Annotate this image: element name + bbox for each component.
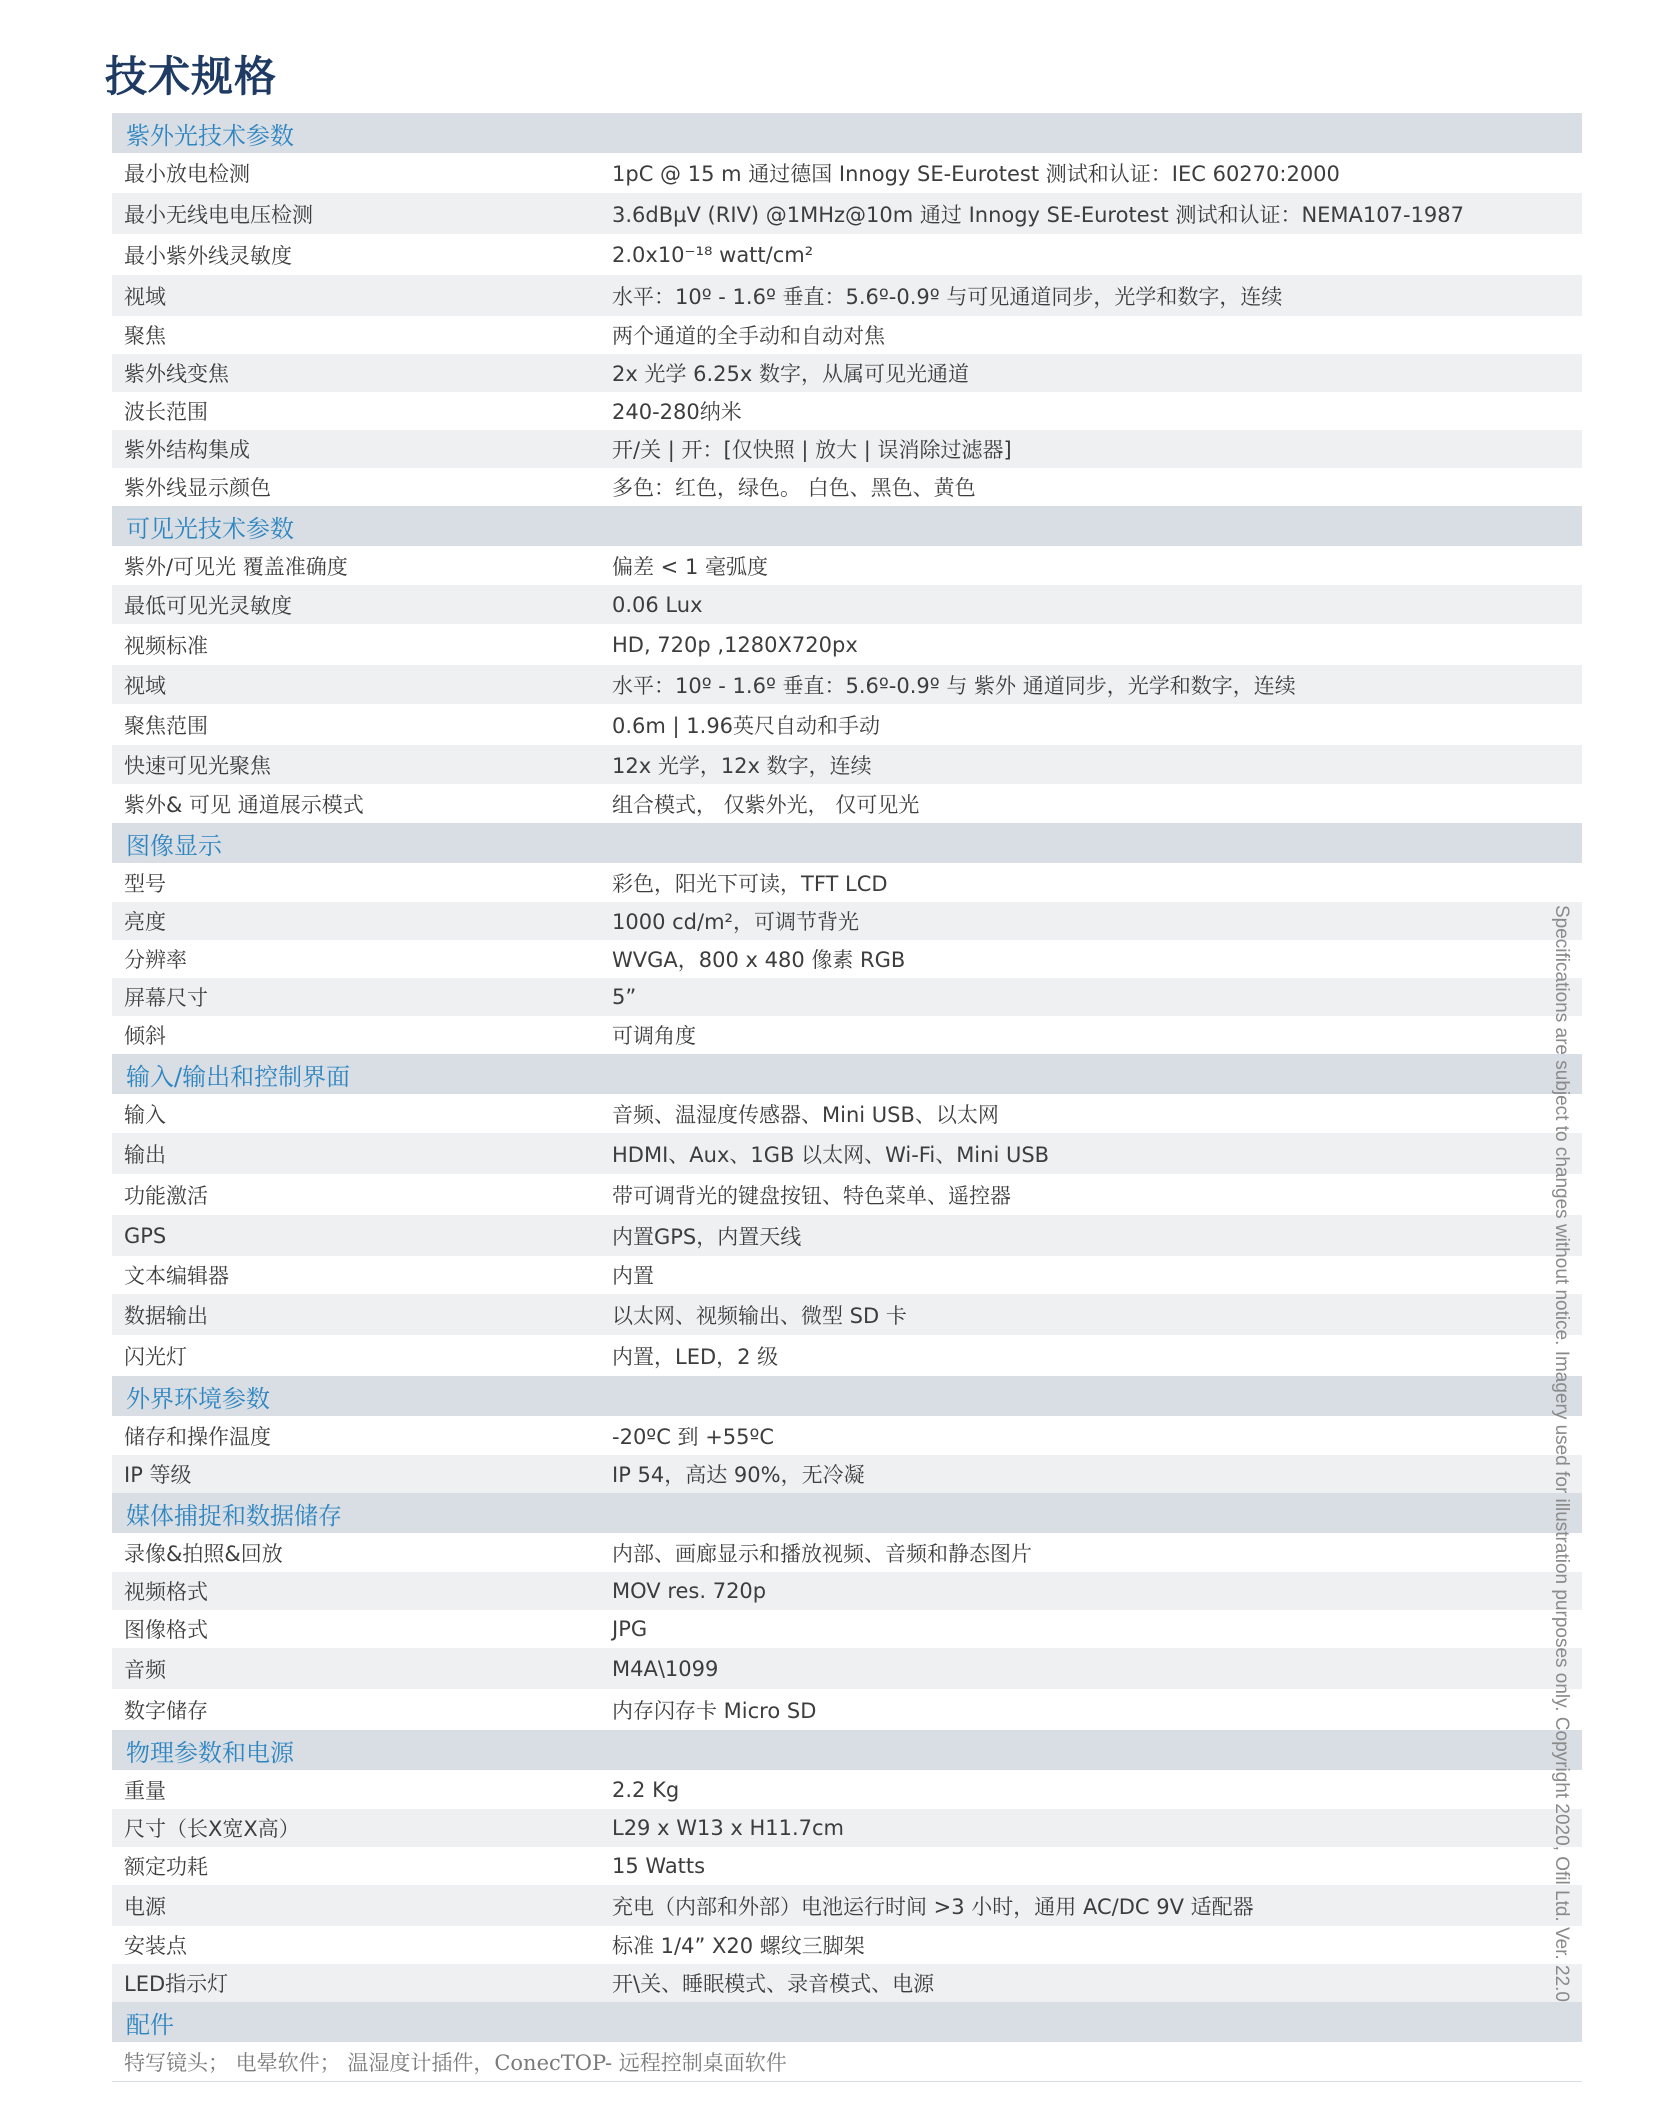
spec-row	[112, 1809, 1582, 1847]
spec-label: 波长范围	[124, 400, 208, 424]
spec-value: 水平：10º - 1.6º 垂直：5.6º-0.9º 与可见通道同步，光学和数字，连续	[612, 284, 1283, 309]
spec-label: 额定功耗	[124, 1855, 208, 1879]
section-header: 物理参数和电源	[112, 1730, 1582, 1770]
spec-label: 紫外线显示颜色	[124, 476, 271, 500]
spec-value: M4A\1099	[612, 1656, 719, 1681]
spec-label: 储存和操作温度	[124, 1424, 271, 1449]
spec-value: 彩色，阳光下可读，TFT LCD	[612, 871, 888, 896]
spec-label: 数据输出	[124, 1303, 208, 1328]
spec-value: 音频、温湿度传感器、Mini USB、以太网	[612, 1102, 999, 1127]
spec-value: 水平：10º - 1.6º 垂直：5.6º-0.9º 与 紫外 通道同步，光学和数字，连续	[612, 673, 1296, 698]
spec-label: 重量	[124, 1778, 166, 1803]
spec-label: 闪光灯	[124, 1344, 187, 1369]
spec-value: 内置GPS，内置天线	[612, 1224, 802, 1249]
section-header: 图像显示	[112, 823, 1582, 863]
spec-row	[112, 275, 1582, 316]
spec-row	[112, 1174, 1582, 1215]
spec-row	[112, 902, 1582, 940]
spec-row	[112, 1689, 1582, 1730]
spec-value: 可调角度	[612, 1024, 696, 1048]
spec-value: 内置，LED，2 级	[612, 1344, 779, 1369]
spec-label: 紫外结构集成	[124, 438, 250, 462]
spec-label: 尺寸（长X宽X高）	[124, 1817, 300, 1841]
spec-row	[112, 1533, 1582, 1572]
spec-value: 开/关 | 开：[仅快照 | 放大 | 误消除过滤器]	[612, 438, 1012, 462]
spec-row	[112, 1926, 1582, 1964]
spec-value: 12x 光学，12x 数字，连续	[612, 753, 872, 778]
spec-row	[112, 1133, 1582, 1174]
spec-row	[112, 863, 1582, 902]
spec-label: 录像&拍照&回放	[124, 1541, 283, 1566]
spec-label: 安装点	[124, 1934, 187, 1958]
spec-row	[112, 430, 1582, 468]
spec-label: 紫外线变焦	[124, 362, 229, 386]
spec-label: 紫外& 可见 通道展示模式	[124, 792, 364, 817]
spec-row	[112, 392, 1582, 430]
section-header: 输入/输出和控制界面	[112, 1054, 1582, 1094]
spec-value: 1000 cd/m²，可调节背光	[612, 910, 859, 934]
spec-row	[112, 1416, 1582, 1455]
spec-label: 快速可见光聚焦	[124, 753, 271, 778]
spec-row	[112, 624, 1582, 665]
spec-label: 最低可见光灵敏度	[124, 593, 292, 618]
spec-row	[112, 1648, 1582, 1689]
spec-label: 最小放电检测	[124, 162, 250, 186]
spec-value: 3.6dBµV (RIV) @1MHz@10m 通过 Innogy SE-Eurotest 测试和认证：NEMA107-1987	[612, 202, 1465, 227]
spec-value: JPG	[612, 1617, 648, 1641]
spec-row	[112, 354, 1582, 392]
spec-row	[112, 234, 1582, 275]
spec-value: MOV res. 720p	[612, 1579, 767, 1603]
spec-row	[112, 1770, 1582, 1809]
spec-label: 紫外/可见光 覆盖准确度	[124, 554, 348, 579]
spec-table	[112, 113, 1582, 2082]
spec-label: 音频	[124, 1657, 166, 1682]
spec-row	[112, 1256, 1582, 1294]
spec-value: 2.0x10⁻¹⁸ watt/cm²	[612, 242, 814, 267]
spec-label: 视频格式	[124, 1580, 208, 1604]
section-header: 外界环境参数	[112, 1376, 1582, 1416]
spec-value: 2x 光学 6.25x 数字，从属可见光通道	[612, 362, 969, 386]
spec-row	[112, 1847, 1582, 1885]
spec-row	[112, 784, 1582, 823]
spec-label: 最小紫外线灵敏度	[124, 243, 292, 268]
spec-value: 充电（内部和外部）电池运行时间 >3 小时，通用 AC/DC 9V 适配器	[612, 1894, 1254, 1919]
spec-value: 以太网、视频输出、微型 SD 卡	[612, 1303, 907, 1328]
spec-row	[112, 153, 1582, 193]
page-title: 技术规格	[105, 52, 278, 101]
spec-label: GPS	[124, 1223, 167, 1248]
spec-label: 功能激活	[124, 1183, 208, 1208]
spec-value: 两个通道的全手动和自动对焦	[612, 324, 885, 348]
spec-value: 标准 1/4” X20 螺纹三脚架	[612, 1934, 865, 1958]
spec-label: LED指示灯	[124, 1972, 229, 1996]
spec-value: WVGA，800 x 480 像素 RGB	[612, 948, 906, 972]
spec-row	[112, 1455, 1582, 1493]
spec-value: 5”	[612, 985, 637, 1009]
spec-value: 偏差 < 1 毫弧度	[612, 554, 768, 579]
spec-label: 文本编辑器	[124, 1264, 229, 1288]
spec-row	[112, 585, 1582, 624]
section-header: 可见光技术参数	[112, 506, 1582, 546]
spec-row	[112, 978, 1582, 1016]
spec-label: 输出	[124, 1142, 166, 1167]
spec-value: IP 54，高达 90%，无冷凝	[612, 1463, 865, 1487]
section-header: 紫外光技术参数	[112, 113, 1582, 153]
spec-row	[112, 1964, 1582, 2002]
spec-label: 型号	[124, 871, 166, 896]
spec-value: 240-280纳米	[612, 400, 742, 424]
spec-value: 1pC @ 15 m 通过德国 Innogy SE-Eurotest 测试和认证：IEC 60270:2000	[612, 162, 1340, 186]
spec-row	[112, 193, 1582, 234]
spec-value: 开\关、睡眠模式、录音模式、电源	[612, 1972, 935, 1996]
spec-value: 内置	[612, 1264, 654, 1288]
spec-label: 数字储存	[124, 1698, 208, 1723]
spec-value: 0.6m | 1.96英尺自动和手动	[612, 713, 881, 738]
spec-row	[112, 1335, 1582, 1376]
spec-label: 输入	[124, 1102, 166, 1127]
spec-label: 分辨率	[124, 948, 187, 972]
spec-label: 聚焦范围	[124, 713, 208, 738]
spec-value: 多色：红色，绿色。 白色、黑色、黄色	[612, 476, 976, 500]
spec-value: 组合模式， 仅紫外光， 仅可见光	[612, 792, 920, 817]
copyright-side-note: Specifications are subject to changes without notice. Imagery used for illustration purposes only. Copyright 2020, Ofil Ltd. Ver. 22.0	[1551, 905, 1572, 2002]
spec-value: 0.06 Lux	[612, 592, 703, 617]
section-header: 媒体捕捉和数据储存	[112, 1493, 1582, 1533]
spec-label: 视频标准	[124, 633, 208, 658]
spec-row	[112, 1294, 1582, 1335]
spec-label: 视域	[124, 673, 166, 698]
section-header: 配件	[112, 2002, 1582, 2042]
spec-value: 内部、画廊显示和播放视频、音频和静态图片	[612, 1541, 1032, 1566]
spec-value: 15 Watts	[612, 1854, 706, 1878]
spec-row	[112, 1094, 1582, 1133]
spec-label: 亮度	[124, 910, 166, 934]
spec-value: 2.2 Kg	[612, 1777, 680, 1802]
spec-value: HDMI、Aux、1GB 以太网、Wi-Fi、Mini USB	[612, 1142, 1050, 1167]
spec-row	[112, 468, 1582, 506]
spec-label: 视域	[124, 284, 166, 309]
spec-value: L29 x W13 x H11.7cm	[612, 1816, 845, 1840]
spec-value: 带可调背光的键盘按钮、特色菜单、遥控器	[612, 1183, 1011, 1208]
spec-row	[112, 1215, 1582, 1256]
spec-row	[112, 940, 1582, 978]
spec-label: 电源	[124, 1894, 166, 1919]
spec-row	[112, 316, 1582, 354]
spec-row	[112, 665, 1582, 704]
spec-value: 内存闪存卡 Micro SD	[612, 1698, 817, 1723]
spec-row	[112, 745, 1582, 784]
spec-value: -20ºC 到 +55ºC	[612, 1424, 775, 1449]
spec-label: 图像格式	[124, 1618, 208, 1642]
spec-row	[112, 704, 1582, 745]
spec-row	[112, 1572, 1582, 1610]
spec-label: 倾斜	[124, 1024, 166, 1048]
spec-row	[112, 1885, 1582, 1926]
spec-label: 屏幕尺寸	[124, 986, 208, 1010]
spec-label: 最小无线电电压检测	[124, 202, 313, 227]
accessories-text: 特写镜头； 电晕软件； 温湿度计插件，ConecTOP- 远程控制桌面软件	[112, 2042, 1582, 2082]
spec-label: 聚焦	[124, 324, 166, 348]
spec-label: IP 等级	[124, 1463, 192, 1487]
spec-row	[112, 1016, 1582, 1054]
spec-row	[112, 546, 1582, 585]
spec-row	[112, 1610, 1582, 1648]
spec-value: HD, 720p ,1280X720px	[612, 632, 858, 657]
